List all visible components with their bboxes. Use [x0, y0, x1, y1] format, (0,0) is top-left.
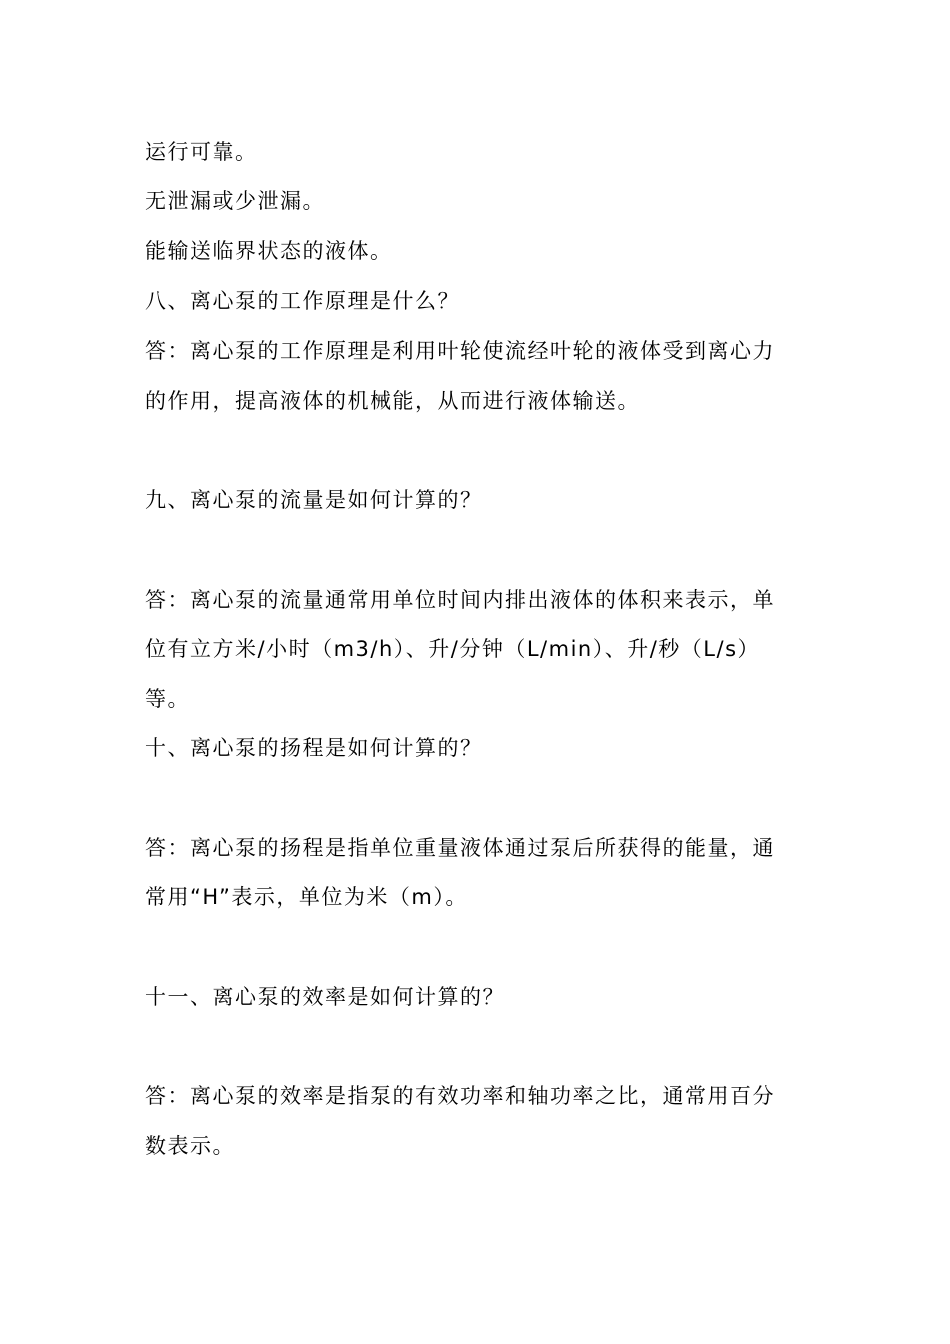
answer-9-line-3: 等。 [145, 687, 190, 711]
text-line-reliable: 运行可靠。 [145, 140, 258, 164]
answer-10-line-1: 答：离心泵的扬程是指单位重量液体通过泵后所获得的能量，通 [145, 836, 775, 860]
question-11-heading: 十一、离心泵的效率是如何计算的？ [145, 985, 505, 1009]
text-line-no-leak: 无泄漏或少泄漏。 [145, 189, 325, 213]
answer-11-line-1: 答：离心泵的效率是指泵的有效功率和轴功率之比，通常用百分 [145, 1084, 775, 1108]
answer-8-line-1: 答：离心泵的工作原理是利用叶轮使流经叶轮的液体受到离心力 [145, 339, 775, 363]
question-10-heading: 十、离心泵的扬程是如何计算的？ [145, 736, 483, 760]
answer-8-line-2: 的作用，提高液体的机械能，从而进行液体输送。 [145, 389, 640, 413]
answer-9-line-1: 答：离心泵的流量通常用单位时间内排出液体的体积来表示，单 [145, 588, 775, 612]
answer-10-line-2: 常用“H”表示，单位为米（m）。 [145, 885, 468, 909]
answer-11-line-2: 数表示。 [145, 1134, 235, 1158]
answer-9-line-2: 位有立方米/小时（m3/h）、升/分钟（L/min）、升/秒（L/s） [145, 637, 761, 661]
text-line-critical-liquid: 能输送临界状态的液体。 [145, 239, 393, 263]
question-8-heading: 八、离心泵的工作原理是什么？ [145, 289, 460, 313]
question-9-heading: 九、离心泵的流量是如何计算的？ [145, 488, 483, 512]
